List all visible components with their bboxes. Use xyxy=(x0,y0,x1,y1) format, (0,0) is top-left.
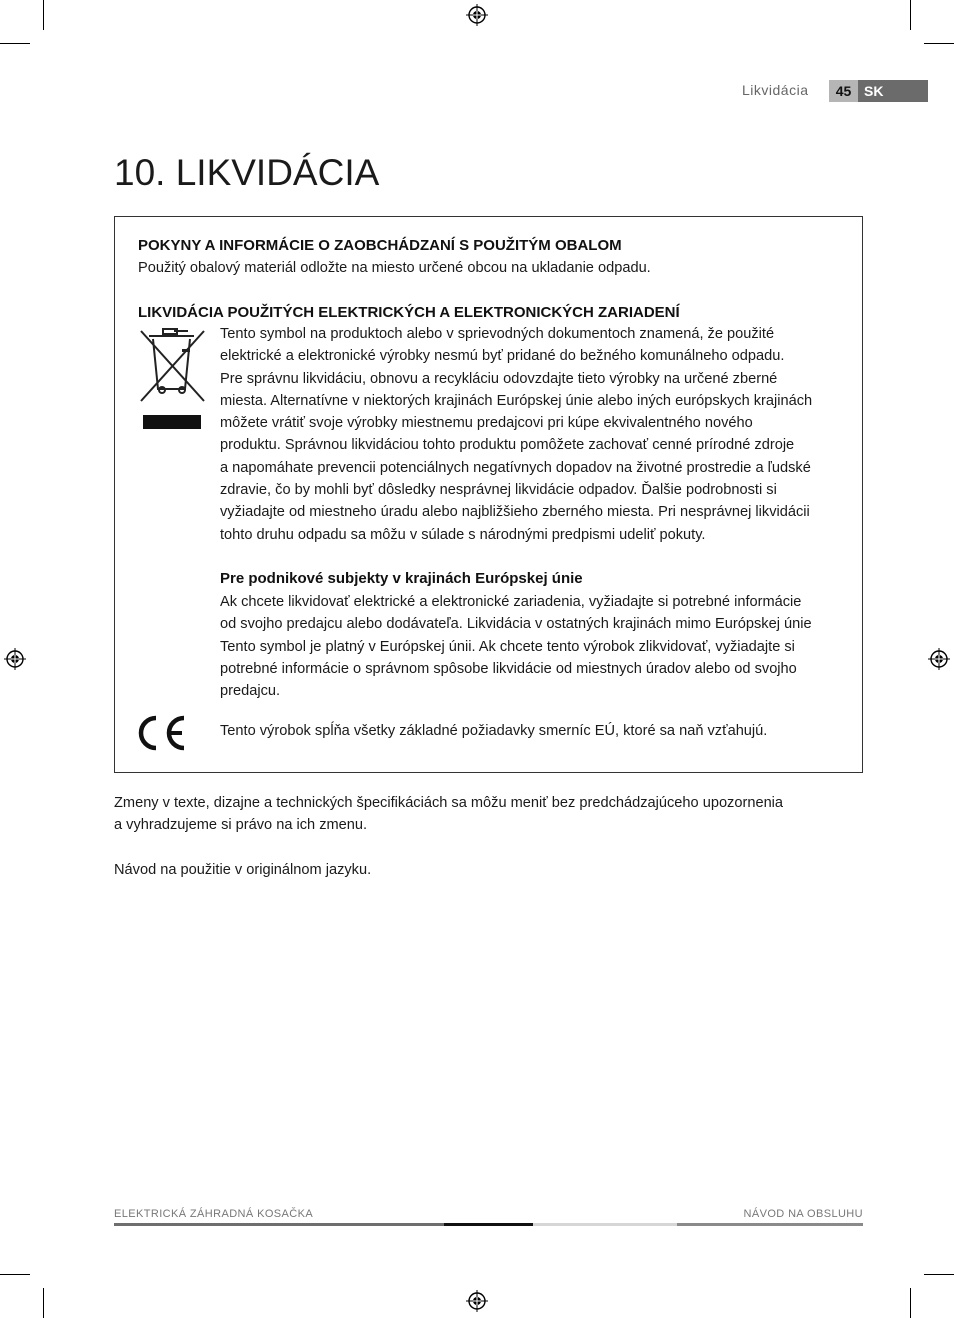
crop-mark xyxy=(924,1274,954,1275)
footer-bar-segment xyxy=(444,1223,533,1226)
footer-product-name: ELEKTRICKÁ ZÁHRADNÁ KOSAČKA xyxy=(114,1208,314,1220)
text-line: Tento symbol na produktoch alebo v sprievodných dokumentoch znamená, že použité xyxy=(220,326,775,342)
crop-mark xyxy=(43,1288,44,1318)
text-line: od svojho predajcu alebo dodávateľa. Likvidácia v ostatných krajinách mimo Európskej únie xyxy=(220,616,812,633)
original-language-note: Návod na použitie v originálnom jazyku. xyxy=(114,862,372,878)
language-code: SK xyxy=(858,80,928,102)
text-line: a vyhradzujeme si právo na ich zmenu. xyxy=(114,817,368,834)
ce-text: Tento výrobok spĺňa všetky základné požiadavky smerníc EÚ, ktoré sa naň vzťahujú. xyxy=(220,723,768,739)
footer-manual-label: NÁVOD NA OBSLUHU xyxy=(743,1208,863,1220)
crop-mark xyxy=(910,0,911,30)
text-line: zdravie, čo by mohli byť dôsledky nesprávnej likvidácie odpadov. Ďalšie podrobnosti si xyxy=(220,482,777,499)
crop-mark xyxy=(0,1274,30,1275)
crop-mark xyxy=(924,43,954,44)
text-line: produktu. Správnou likvidáciou tohto produktu pomôžete zachovať cenné prírodné zdroje xyxy=(220,437,795,454)
text-line: Zmeny v texte, dizajne a technických špecifikáciách sa môžu meniť bez predchádzajúceho upozornenia xyxy=(114,795,784,811)
crop-mark xyxy=(910,1288,911,1318)
text-line: Ak chcete likvidovať elektrické a elektronické zariadenia, vyžiadajte si potrebné informácie xyxy=(220,594,802,610)
registration-mark-icon xyxy=(466,4,488,26)
registration-mark-icon xyxy=(928,648,950,670)
footer-bar-segment xyxy=(533,1223,677,1226)
text-line: miesta. Alternatívne v niektorých krajinách Európskej únie alebo iných európskych krajinách xyxy=(220,392,813,409)
packaging-heading: POKYNY A INFORMÁCIE O ZAOBCHÁDZANÍ S POUŽITÝM OBALOM xyxy=(138,237,622,254)
text-line: predajcu. xyxy=(220,683,281,700)
text-line: Tento symbol je platný v Európskej únii. Ak chcete tento výrobok zlikvidovať, vyžiadajte si xyxy=(220,638,795,655)
weee-crossed-bin-icon xyxy=(136,327,210,432)
text-line: elektrické a elektronické výrobky nesmú byť pridané do bežného komunálneho odpadu. xyxy=(220,348,785,365)
business-text xyxy=(220,591,812,702)
changes-note xyxy=(114,792,783,837)
text-line: vyžiadajte od miestneho úradu alebo najbližšieho zberného miesta. Pri nesprávnej likvidácii xyxy=(220,504,810,521)
ce-mark-icon xyxy=(136,714,188,752)
crop-mark xyxy=(0,43,30,44)
text-line: tohto druhu odpadu sa môžu v súlade s národnými predpismi udeliť pokuty. xyxy=(220,526,706,543)
registration-mark-icon xyxy=(4,648,26,670)
business-heading: Pre podnikové subjekty v krajinách Európskej únie xyxy=(220,570,583,587)
weee-heading: LIKVIDÁCIA POUŽITÝCH ELEKTRICKÝCH A ELEKTRONICKÝCH ZARIADENÍ xyxy=(138,304,680,321)
text-line: Pre správnu likvidáciu, obnovu a recykláciu odovzdajte tieto výrobky na určené zberné xyxy=(220,370,778,387)
text-line: môžete vrátiť svoje výrobky miestnemu predajcovi pri kúpe ekvivalentného nového xyxy=(220,415,753,432)
footer-bar-segment xyxy=(114,1223,444,1226)
crop-mark xyxy=(43,0,44,30)
header-section-name: Likvidácia xyxy=(742,82,809,98)
registration-mark-icon xyxy=(466,1290,488,1312)
text-line: potrebné informácie o správnom spôsobe likvidácie od miestnych úradov alebo od svojho xyxy=(220,660,797,677)
disposal-info-box xyxy=(114,216,863,773)
footer-bar-segment xyxy=(677,1223,863,1226)
packaging-text: Použitý obalový materiál odložte na miesto určené obcou na ukladanie odpadu. xyxy=(138,260,651,276)
weee-text xyxy=(220,323,812,546)
page-title: 10. LIKVIDÁCIA xyxy=(114,152,380,193)
page-number: 45 xyxy=(829,80,858,102)
text-line: a napomáhate prevencii potenciálnych negatívnych dopadov na životné prostredie a ľudské xyxy=(220,459,811,476)
